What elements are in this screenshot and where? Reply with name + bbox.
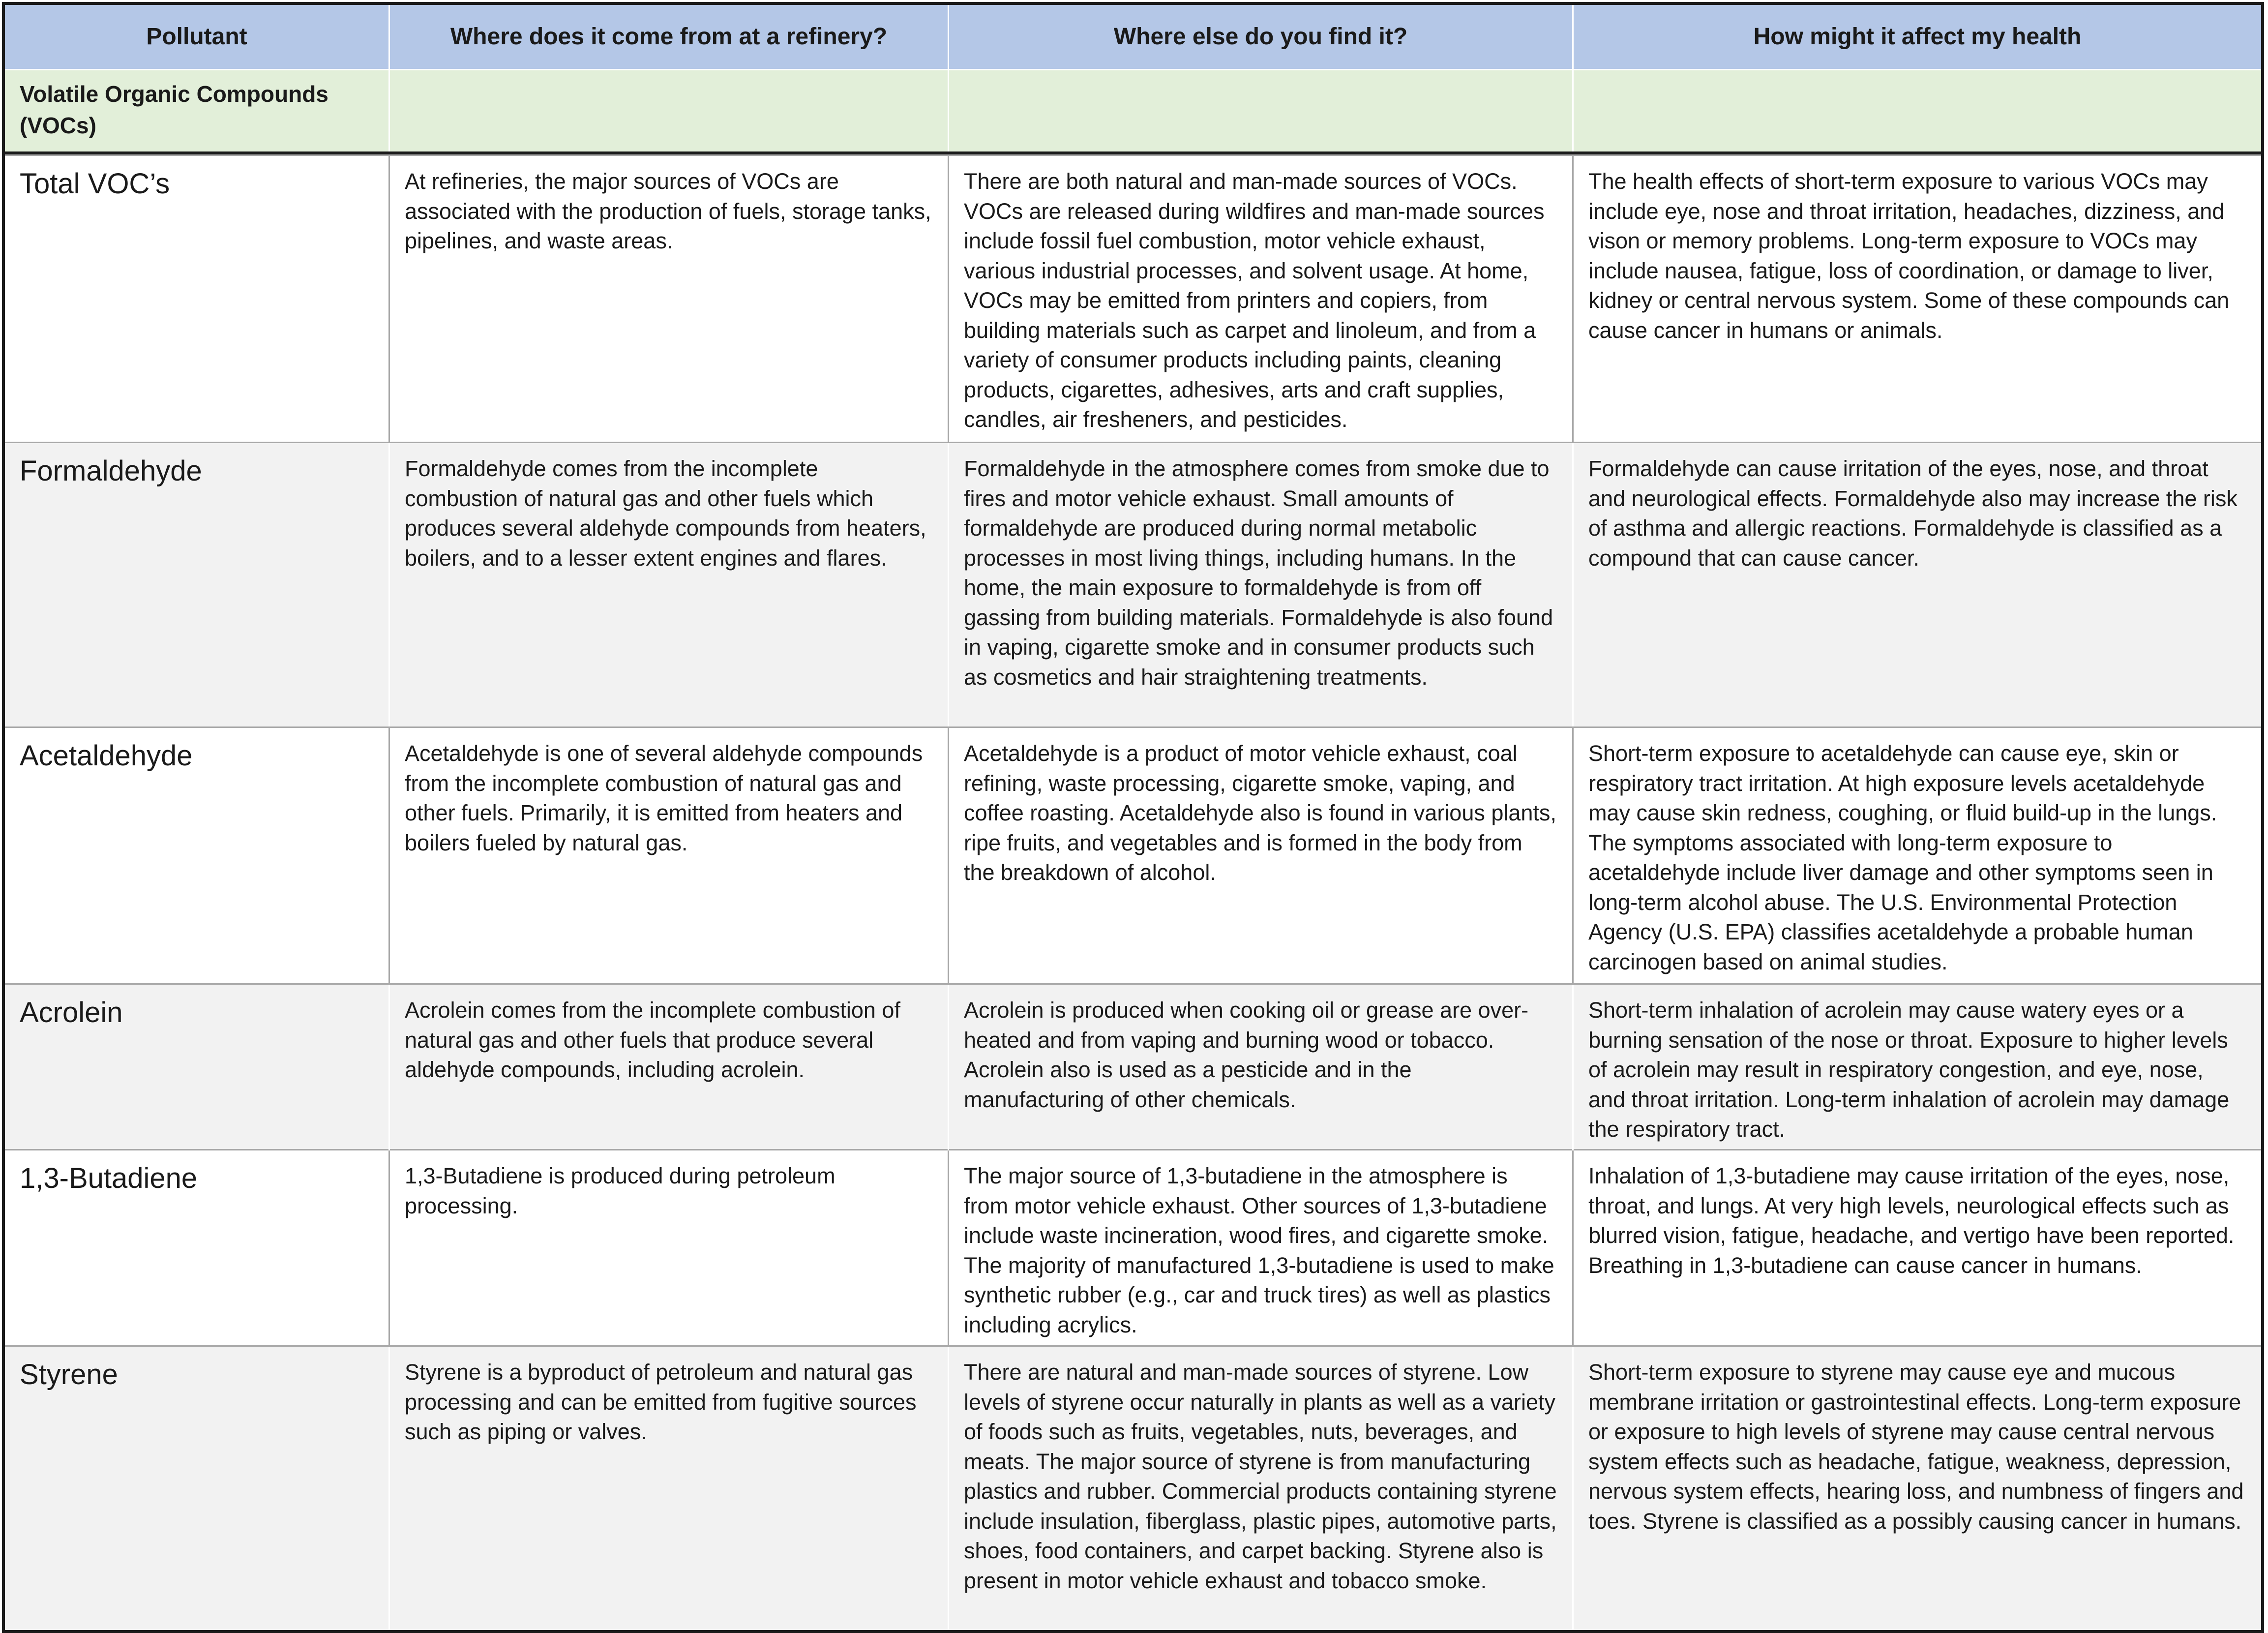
header-refinery-source: Where does it come from at a refinery? [388,5,948,69]
other-sources-text: The major source of 1,3-butadiene in the atmosphere is from motor vehicle exhaust. Other sources of 1,3-butadiene include waste incineration, wood fires, and cigarette smoke. The majority of manufactured 1,3-butadiene is used to make synthetic rubber (e.g., car and truck tires) as well as plastics including acrylics. [948,1150,1572,1347]
header-health: How might it affect my health [1572,5,2261,69]
refinery-source-text: Acrolein comes from the incomplete combustion of natural gas and other fuels that produce several aldehyde compounds, including acrolein. [388,985,948,1151]
table-row [5,983,2261,1149]
refinery-source-text: At refineries, the major sources of VOCs are associated with the production of fuels, storage tanks, pipelines, and waste areas. [388,156,948,442]
other-sources-text: Acrolein is produced when cooking oil or grease are over-heated and from vaping and burning wood or tobacco. Acrolein also is used as a pesticide and in the manufacturing of other chemicals. [948,985,1572,1151]
table-row [5,442,2261,726]
refinery-source-text: Acetaldehyde is one of several aldehyde compounds from the incomplete combustion of natural gas and other fuels. Primarily, it is emitted from heaters and boilers fueled by natural gas. [388,728,948,984]
table-row [5,154,2261,442]
header-pollutant: Pollutant [146,24,247,50]
pollutant-name: Formaldehyde [20,455,202,487]
refinery-source-text: 1,3-Butadiene is produced during petroleum processing. [388,1150,948,1347]
refinery-source-text: Formaldehyde comes from the incomplete combustion of natural gas and other fuels which produces several aldehyde compounds from heaters, boilers, and to a lesser extent engines and flares. [388,443,948,726]
pollutant-name: Acrolein [20,997,123,1028]
other-sources-text: Formaldehyde in the atmosphere comes from smoke due to fires and motor vehicle exhaust. Small amounts of formaldehyde are produced during normal metabolic processes in most living things, including humans. In the home, the main exposure to formaldehyde is from off gassing from building materials. Formaldehyde is also found in vaping, cigarette smoke and in consumer products such as cosmetics and hair straightening treatments. [948,443,1572,726]
category-label: Volatile Organic Compounds (VOCs) [20,81,328,138]
other-sources-text: There are both natural and man-made sources of VOCs. VOCs are released during wildfires and man-made sources include fossil fuel combustion, motor vehicle exhaust, various industrial processes, and solvent usage. At home, VOCs may be emitted from printers and copiers, from building materials such as carpet and linoleum, and from a variety of consumer products including paints, cleaning products, cigarettes, adhesives, arts and craft supplies, candles, air fresheners, and pesticides. [948,156,1572,442]
pollutant-table [2,2,2264,1633]
pollutant-name: Styrene [20,1359,118,1391]
category-empty-cell [1572,70,2261,151]
other-sources-text: Acetaldehyde is a product of motor vehicle exhaust, coal refining, waste processing, cigarette smoke, vaping, and coffee roasting. Acetaldehyde also is found in various plants, ripe fruits, and vegetables and is formed in the body from the breakdown of alcohol. [948,728,1572,984]
header-other-sources: Where else do you find it? [948,5,1572,69]
category-row [5,69,2261,154]
category-empty-cell [948,70,1572,151]
table-row [5,1345,2261,1630]
pollutant-name: 1,3-Butadiene [20,1162,198,1194]
pollutant-name: Acetaldehyde [20,740,193,772]
health-effects-text: Formaldehyde can cause irritation of the eyes, nose, and throat and neurological effects. Formaldehyde also may increase the risk of asthma and allergic reactions. Formaldehyde is classified as a compound that can cause cancer. [1572,443,2261,726]
table-row [5,1149,2261,1345]
table-header-row [5,5,2261,69]
refinery-source-text: Styrene is a byproduct of petroleum and natural gas processing and can be emitted from fugitive sources such as piping or valves. [388,1347,948,1630]
health-effects-text: Short-term exposure to styrene may cause eye and mucous membrane irritation or gastrointestinal effects. Long-term exposure or exposure to high levels of styrene may cause central nervous system effects such as headache, fatigue, weakness, depression, nervous system effects, hearing loss, and numbness of fingers and toes. Styrene is classified as a possibly causing cancer in humans. [1572,1347,2261,1630]
health-effects-text: Short-term inhalation of acrolein may cause watery eyes or a burning sensation of the nose or throat. Exposure to higher levels of acrolein may result in respiratory congestion, and eye, nose, and throat irritation. Long-term inhalation of acrolein may damage the respiratory tract. [1572,985,2261,1151]
other-sources-text: There are natural and man-made sources of styrene. Low levels of styrene occur naturally in plants as well as a variety of foods such as fruits, vegetables, nuts, beverages, and meats. The major source of styrene is from manufacturing plastics and rubber. Commercial products containing styrene include insulation, fiberglass, plastic pipes, automotive parts, shoes, food containers, and carpet backing. Styrene also is present in motor vehicle exhaust and tobacco smoke. [948,1347,1572,1630]
table-row [5,726,2261,983]
pollutant-name: Total VOC’s [20,168,170,200]
health-effects-text: The health effects of short-term exposure to various VOCs may include eye, nose and throat irritation, headaches, dizziness, and vison or memory problems. Long-term exposure to VOCs may include nausea, fatigue, loss of coordination, or damage to liver, kidney or central nervous system. Some of these compounds can cause cancer in humans or animals. [1572,156,2261,442]
health-effects-text: Short-term exposure to acetaldehyde can cause eye, skin or respiratory tract irritation. At high exposure levels acetaldehyde may cause skin redness, coughing, or fluid build-up in the lungs. The symptoms associated with long-term exposure to acetaldehyde include liver damage and other symptoms seen in long-term alcohol abuse. The U.S. Environmental Protection Agency (U.S. EPA) classifies acetaldehyde a probable human carcinogen based on animal studies. [1572,728,2261,984]
health-effects-text: Inhalation of 1,3-butadiene may cause irritation of the eyes, nose, throat, and lungs. At very high levels, neurological effects such as blurred vision, fatigue, headache, and vertigo have been reported. Breathing in 1,3-butadiene can cause cancer in humans. [1572,1150,2261,1347]
category-empty-cell [388,70,948,151]
